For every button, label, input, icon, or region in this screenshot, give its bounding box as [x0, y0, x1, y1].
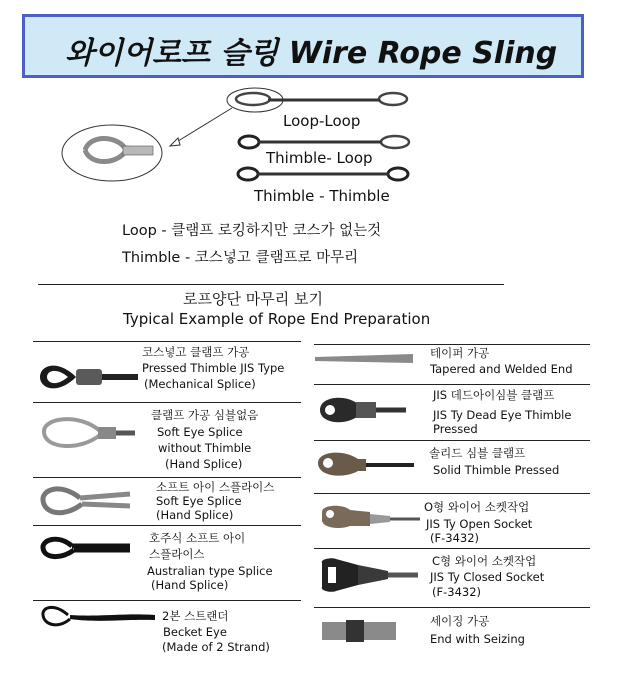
divider-right-4: [314, 548, 590, 549]
divider-right-5: [314, 607, 590, 608]
left-item-0-line-1: Pressed Thimble JIS Type: [142, 361, 285, 375]
label-thimble-thimble: Thimble - Thimble: [254, 187, 390, 205]
left-item-4-line-1: Becket Eye: [163, 625, 227, 639]
divider-left-4: [33, 600, 301, 601]
section-title-english: Typical Example of Rope End Preparation: [123, 310, 431, 328]
right-item-1-line-1: JIS Ty Dead Eye Thimble: [433, 408, 572, 422]
seizing-end-icon: [322, 618, 396, 644]
left-item-2-line-1: Soft Eye Splice: [156, 494, 242, 508]
divider-right-1: [314, 384, 590, 385]
solid-thimble-icon: [314, 445, 414, 485]
right-item-3-line-0: O형 와이어 소켓작업: [424, 500, 530, 514]
left-item-1-line-3: (Hand Splice): [165, 457, 243, 471]
left-item-1-line-0: 클램프 가공 심블없음: [151, 408, 259, 422]
soft-eye-clamp-icon: [40, 413, 135, 453]
closed-socket-icon: [318, 555, 418, 595]
right-item-1-line-0: JIS 데드아이심블 클램프: [433, 388, 555, 402]
open-socket-icon: [320, 500, 420, 536]
right-item-3-line-1: JIS Ty Open Socket: [426, 517, 533, 531]
left-item-3-line-2: Australian type Splice: [147, 564, 273, 578]
label-thimble-loop: Thimble- Loop: [266, 149, 373, 167]
right-item-2-line-1: Solid Thimble Pressed: [433, 463, 560, 477]
right-item-2-line-0: 솔리드 심블 클램프: [429, 446, 526, 460]
right-item-0-line-1: Tapered and Welded End: [430, 362, 573, 376]
right-item-0-line-0: 테이퍼 가공: [430, 346, 490, 360]
soft-eye-splice-icon: [40, 484, 130, 520]
divider-right-3: [314, 493, 590, 494]
becket-eye-icon: [40, 603, 155, 633]
left-item-3-line-1: 스플라이스: [149, 547, 205, 561]
page-title: 와이어로프 슬링 Wire Rope Sling: [65, 36, 558, 71]
right-item-1-line-2: Pressed: [433, 422, 478, 436]
left-item-0-line-2: (Mechanical Splice): [144, 377, 256, 391]
divider-left-2: [33, 477, 301, 478]
left-item-0-line-0: 코스넣고 클램프 가공: [142, 345, 250, 359]
right-item-4-line-0: C형 와이어 소켓작업: [432, 554, 537, 568]
left-item-3-line-3: (Hand Splice): [151, 578, 229, 592]
right-item-4-line-1: JIS Ty Closed Socket: [430, 570, 545, 584]
tapered-end-icon: [313, 351, 413, 367]
note-thimble: Thimble - 코스넣고 클램프로 마무리: [122, 250, 359, 266]
divider-left-1: [33, 402, 301, 403]
divider-top: [38, 284, 504, 285]
left-item-1-line-2: without Thimble: [158, 441, 252, 455]
left-item-3-line-0: 호주식 소프트 아이: [149, 531, 246, 545]
right-item-5-line-0: 세이징 가공: [430, 614, 490, 628]
australian-splice-icon: [40, 534, 130, 564]
left-item-4-line-0: 2본 스트랜더: [162, 609, 229, 623]
pressed-thimble-icon: [38, 357, 138, 397]
label-loop-loop: Loop-Loop: [283, 112, 361, 130]
left-item-2-line-0: 소프트 아이 스플라이스: [156, 480, 275, 494]
right-item-3-line-2: (F-3432): [430, 531, 480, 545]
divider-right-0: [314, 344, 590, 345]
dead-eye-thimble-icon: [316, 390, 406, 430]
divider-right-2: [314, 440, 590, 441]
section-title-korean: 로프양단 마무리 보기: [183, 290, 323, 308]
right-item-5-line-1: End with Seizing: [430, 632, 525, 646]
right-item-4-line-2: (F-3432): [432, 585, 482, 599]
left-item-2-line-2: (Hand Splice): [156, 508, 234, 522]
divider-left-3: [33, 525, 301, 526]
left-item-4-line-2: (Made of 2 Strand): [162, 640, 270, 654]
left-item-1-line-1: Soft Eye Splice: [157, 425, 243, 439]
note-loop: Loop - 클램프 로킹하지만 코스가 없는것: [122, 223, 382, 239]
divider-left-0: [33, 341, 301, 342]
